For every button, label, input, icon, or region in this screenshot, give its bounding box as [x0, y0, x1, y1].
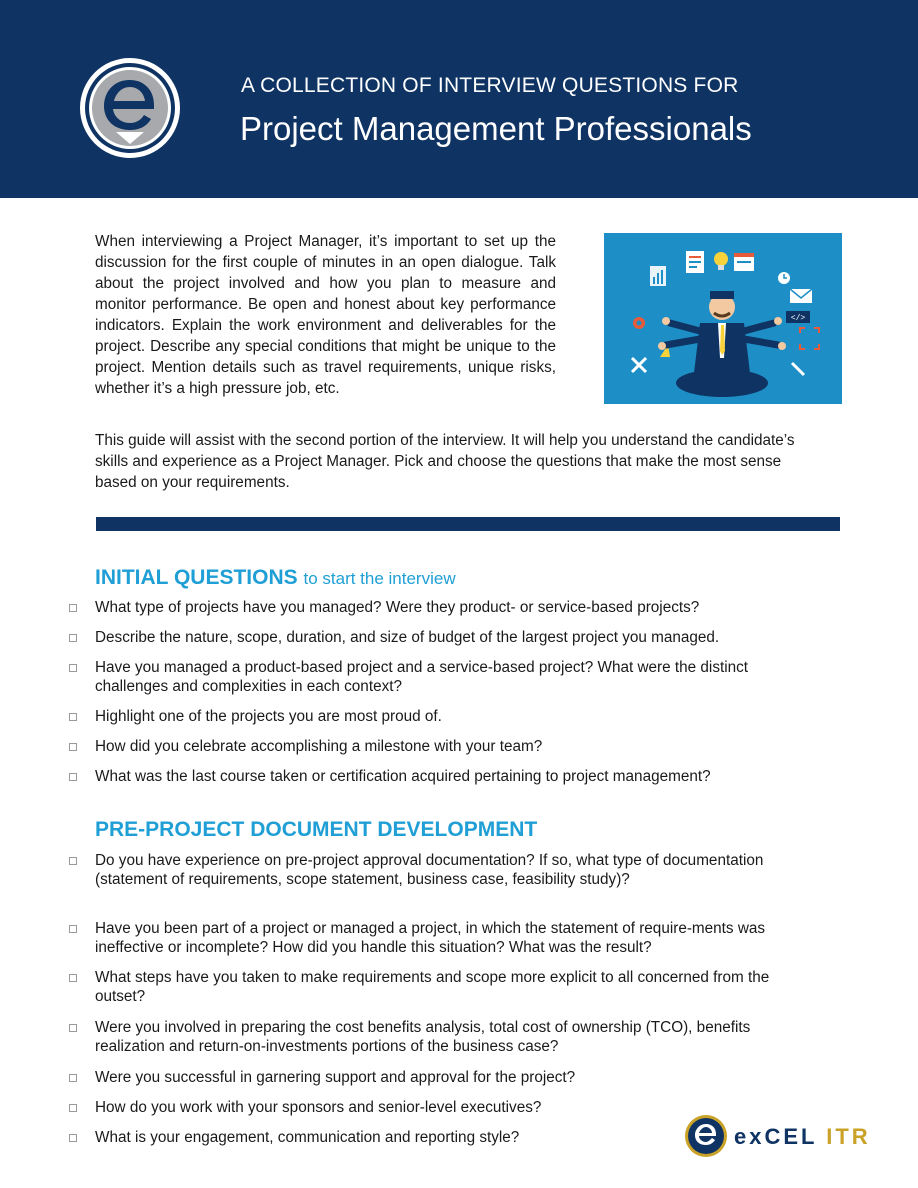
- chart-icon: [650, 266, 666, 286]
- brand-excel: exCEL: [734, 1124, 818, 1149]
- excel-itr-logo-icon: [78, 56, 182, 160]
- brand-itr: ITR: [826, 1124, 871, 1149]
- section-title: INITIAL QUESTIONS: [95, 566, 298, 589]
- list-item: [0, 919, 918, 957]
- question-text: Have you been part of a project or managed a project, in which the statement of require-ments was ineffective or incomplete? How did you handle this situation? What was the result?: [95, 920, 766, 956]
- checkbox-bullet-icon: [69, 1134, 77, 1142]
- question-text: Highlight one of the projects you are most proud of.: [95, 708, 442, 725]
- checkbox-bullet-icon: [69, 664, 77, 672]
- checkbox-bullet-icon: [69, 974, 77, 982]
- list-item: [0, 851, 918, 889]
- list-item: [0, 1068, 670, 1087]
- checkbox-bullet-icon: [69, 634, 77, 642]
- checkbox-bullet-icon: [69, 1104, 77, 1112]
- question-text: Were you successful in garnering support and approval for the project?: [95, 1069, 576, 1086]
- question-text: How did you celebrate accomplishing a milestone with your team?: [95, 738, 543, 755]
- list-item: [0, 707, 537, 726]
- section-divider: [96, 517, 840, 531]
- checkbox-bullet-icon: [69, 857, 77, 865]
- code-icon: [786, 311, 810, 323]
- header-title: Project Management Professionals: [240, 110, 752, 147]
- list-item: [0, 628, 814, 647]
- list-item: [0, 767, 806, 786]
- question-text: Do you have experience on pre-project approval documentation? If so, what type of documentation (statement of requirements, scope statement, business case, feasibility study)?: [95, 852, 764, 888]
- intro-paragraph-1: When interviewing a Project Manager, it’s important to set up the discussion for the first couple of minutes in an open dialogue. Talk about the project involved and how you plan to measure and monitor performance. Be open and honest about key performance indicators. Explain the work environment and deliverables for the project. Describe any special conditions that might be unique to the project. Mention details such as travel requirements, unique risks, whether it’s a high pressure job, etc.: [95, 233, 556, 397]
- checkbox-bullet-icon: [69, 713, 77, 721]
- checkbox-bullet-icon: [69, 773, 77, 781]
- list-item: [0, 968, 918, 1006]
- excel-itr-footer-icon: [684, 1114, 728, 1158]
- question-text: Were you involved in preparing the cost benefits analysis, total cost of ownership (TCO), benefits realization and return-on-investments portions of the business case?: [95, 1019, 751, 1055]
- checkbox-bullet-icon: [69, 1024, 77, 1032]
- question-text: What steps have you taken to make requirements and scope more explicit to all concerned from the outset?: [95, 969, 770, 1005]
- footer-brand-logo: [684, 1114, 871, 1158]
- section-subtitle: to start the interview: [303, 569, 456, 588]
- gear-icon: [633, 317, 645, 329]
- checkbox-bullet-icon: [69, 1074, 77, 1082]
- checkbox-bullet-icon: [69, 604, 77, 612]
- project-manager-illustration: [604, 233, 842, 404]
- question-text: Describe the nature, scope, duration, and size of budget of the largest project you managed.: [95, 629, 720, 646]
- header-subtitle: A COLLECTION OF INTERVIEW QUESTIONS FOR: [241, 74, 739, 97]
- list-item: [0, 598, 794, 617]
- mail-icon: [790, 289, 812, 303]
- clock-icon: [778, 272, 790, 284]
- list-item: [0, 1128, 614, 1147]
- question-text: How do you work with your sponsors and senior-level executives?: [95, 1099, 542, 1116]
- list-item: [0, 1018, 918, 1056]
- initial-questions-heading: [95, 566, 456, 590]
- svg-text:</>: </>: [790, 314, 806, 323]
- pre-project-heading: [95, 818, 537, 842]
- question-text: What type of projects have you managed? Were they product- or service-based projects?: [95, 599, 700, 616]
- checkbox-bullet-icon: [69, 743, 77, 751]
- document-icon: [686, 251, 704, 273]
- footer-brand-text: [734, 1124, 871, 1150]
- checkbox-bullet-icon: [69, 925, 77, 933]
- question-text: What was the last course taken or certification acquired pertaining to project management?: [95, 768, 711, 785]
- question-text: Have you managed a product-based project and a service-based project? What were the distinct challenges and complexities in each context?: [95, 659, 749, 695]
- list-item: [0, 1098, 636, 1117]
- question-text: What is your engagement, communication and reporting style?: [95, 1129, 520, 1146]
- list-item: [0, 737, 637, 756]
- section-title: PRE-PROJECT DOCUMENT DEVELOPMENT: [95, 818, 538, 841]
- intro-paragraph-2: This guide will assist with the second portion of the interview. It will help you understand the candidate’s skills and experience as a Project Manager. Pick and choose the questions that make the most sense based on your requirements.: [95, 432, 795, 491]
- list-item: [0, 658, 918, 696]
- page-header: [0, 0, 918, 198]
- browser-icon: [734, 253, 754, 271]
